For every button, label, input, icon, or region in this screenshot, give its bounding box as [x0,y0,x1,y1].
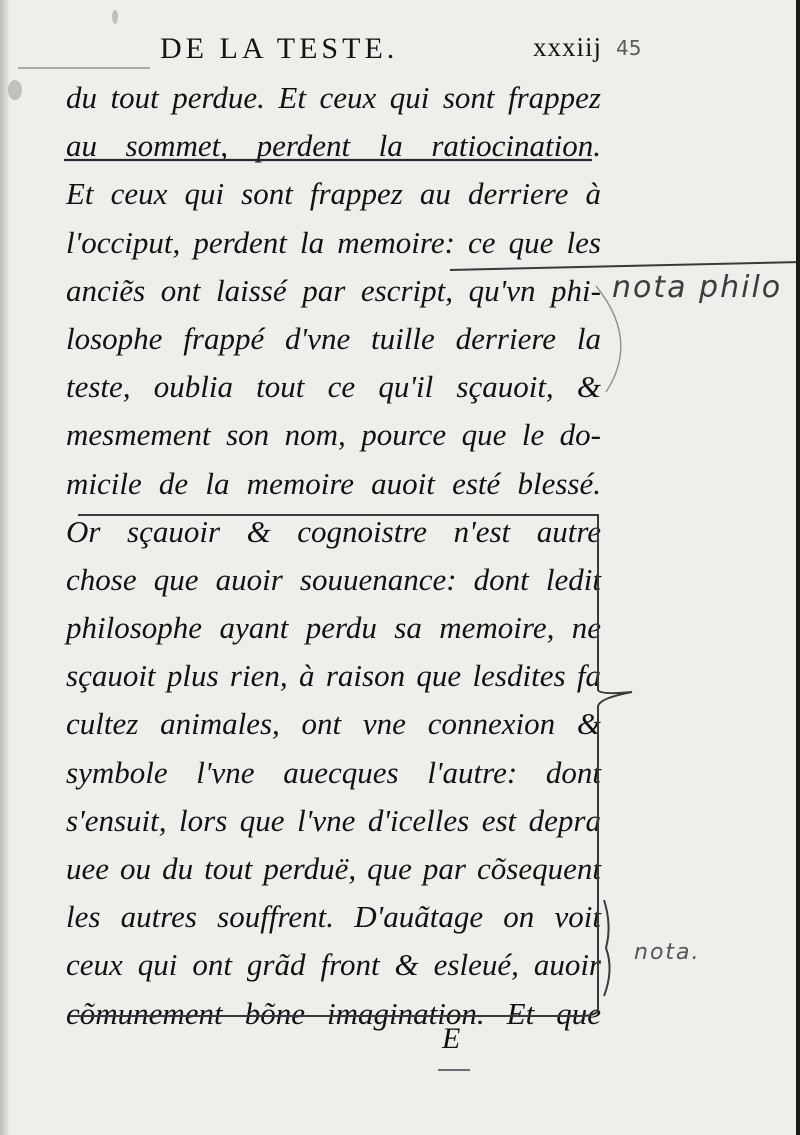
text-line: losophe frappé d'vne tuille derriere la [66,320,601,356]
text-line: symbole l'vne auecques l'autre: dont [66,754,601,790]
text-line: les autres souffrent. D'auãtage on voit [66,899,601,935]
margin-note: nota philo [612,270,783,305]
text-line: teste, oublia tout ce qu'il sçauoit, & [66,369,601,405]
brace-stroke [604,900,610,996]
text-line: philosophe ayant perdu sa memoire, ne [66,610,601,646]
text-line: au sommet, perdent la ratiocination. [66,128,601,164]
text-line: Or sçauoir & cognoistre n'est autre [66,513,601,549]
bracket-stroke [70,515,632,1016]
text-line: sçauoit plus rien, à raison que lesdites fa [66,658,601,694]
text-line: l'occiput, perdent la memoire: ce que les [66,224,601,260]
text-line: mesmement son nom, pource que le do- [66,417,601,453]
text-line: du tout perdue. Et ceux qui sont frappez [66,80,601,115]
text-line: cõmunement bõne imagination. Et que [66,995,601,1031]
pointer-stroke [450,262,796,270]
text-line: cultez animales, ont vne connexion & [66,706,601,742]
catchword: E [442,1022,461,1055]
handwritten-folio: 45 [616,36,642,60]
text-line: anciẽs ont laissé par escript, qu'vn phi- [66,272,601,308]
margin-note: nota. [634,940,701,965]
text-line: ceux qui ont grãd front & esleué, auoir [66,947,601,983]
text-line: s'ensuit, lors que l'vne d'icelles est depra [66,802,601,838]
text-line: chose que auoir souuenance: dont ledit [66,561,601,597]
text-line: Et ceux qui sont frappez au derriere à [66,176,601,212]
text-line: uee ou du tout perduë, que par cõsequent [66,851,601,886]
folio-number: xxxiij [533,32,603,62]
running-head: DE LA TESTE. [160,32,399,65]
text-line: micile de la memoire auoit esté blessé. [66,465,601,501]
